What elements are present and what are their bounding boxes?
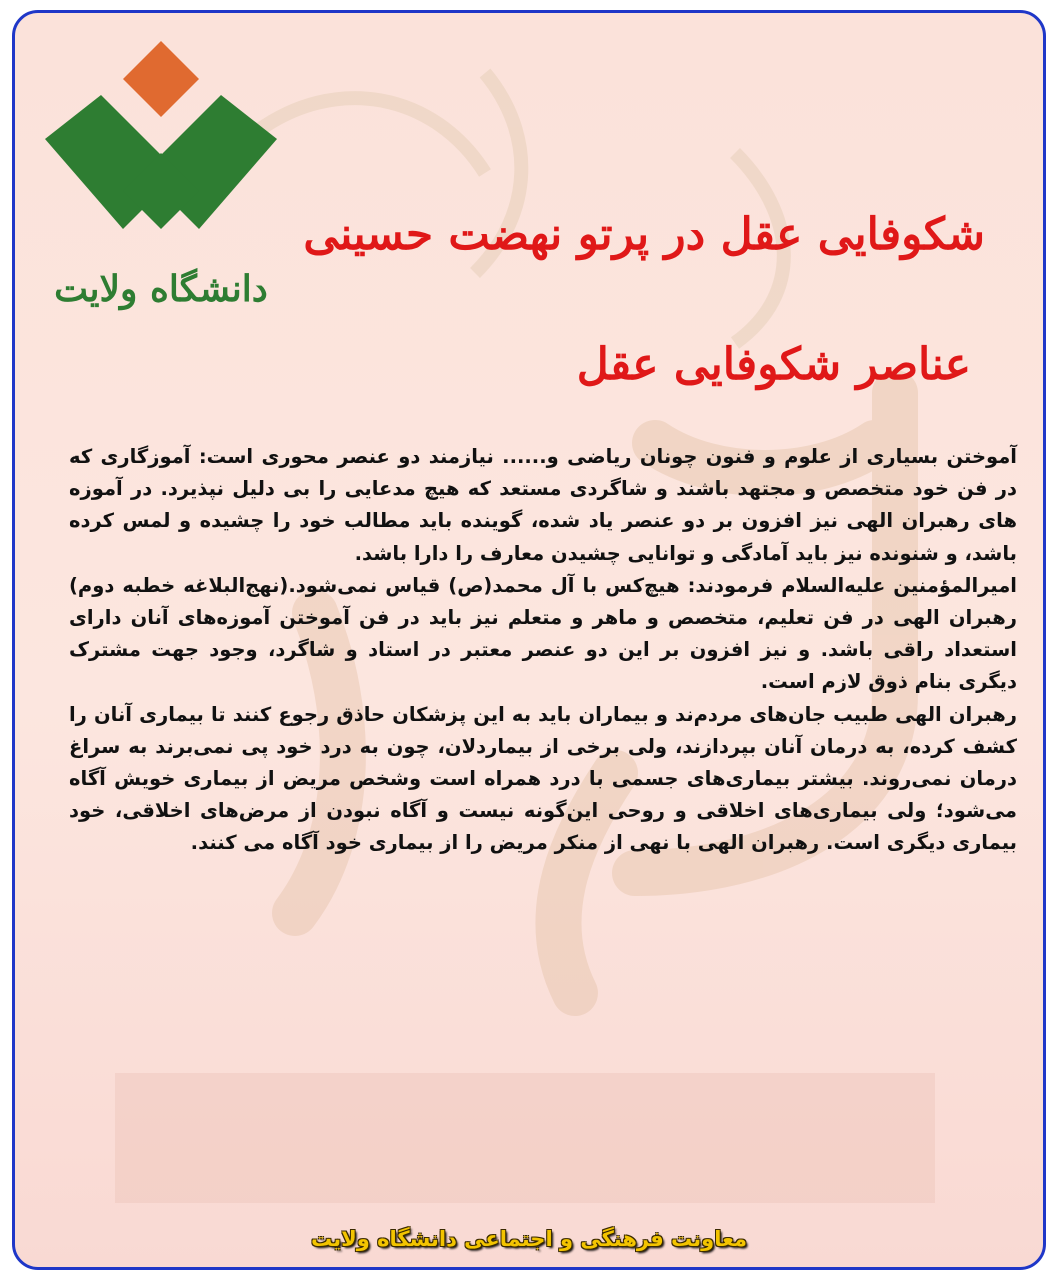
footer-credit: معاونت فرهنگی و اجتماعی دانشگاه ولایت: [311, 1227, 747, 1251]
logo-text: دانشگاه ولایت: [54, 268, 268, 310]
university-logo: [41, 39, 281, 319]
article-body: [69, 441, 1017, 860]
section-title: عناصر شکوفایی عقل: [576, 339, 971, 390]
paragraph: آموختن بسیاری از علوم و فنون چونان ریاضی و...... نیازمند دو عنصر محوری است: آموزگاری که در فن خود متخصص و مجتهد باشند و شاگردی مستعد که هیچ مدعایی را بی دلیل نپذیرد. در آموزه های رهبران الهی نیز افزون بر دو عنصر یاد شده، گوینده باید مطالب خود را چشیده و لمس کرده باشد، و شنونده نیز باید آمادگی و توانایی چشیدن معارف را دارا باشد.: [69, 445, 1017, 565]
paragraph: رهبران الهی طبیب جان‌های مردم‌ند و بیماران باید به این پزشکان حاذق رجوع کنند تا بیماری آنان را کشف کرده، به درمان آنان بپردازند، ولی برخی از بیماردلان، چون به درد خود پی نمی‌برند به سراغ درمان نمی‌روند. بیشتر بیماری‌های جسمی با درد همراه است وشخص مریض از بیماری خویش آگاه می‌شود؛ ولی بیماری‌های اخلاقی و روحی این‌گونه نیست و آگاه نبودن از مرض‌های اخلاقی، خود بیماری دیگری است. رهبران الهی با نهی از منکر مریض را از بیماری خود آگاه می کنند.: [69, 702, 1017, 855]
poster-card: [12, 10, 1046, 1270]
logo-diamond-shape: [123, 41, 199, 117]
page-title: شکوفایی عقل در پرتو نهضت حسینی: [303, 209, 985, 260]
paragraph: امیرالمؤمنین علیه‌السلام فرمودند: هیچ‌کس با آل محمد(ص) قیاس نمی‌شود.(نهج‌البلاغه خطبه دوم) رهبران الهی در فن تعلیم، متخصص و ماهر و متعلم نیز باید در فن آموختن آموزه‌های آنان دارای استعداد راقی باشد. و نیز افزون بر این دو عنصر معتبر در استاد و شاگرد، وجود جهت مشترک دیگری بنام ذوق لازم است.: [69, 573, 1017, 694]
